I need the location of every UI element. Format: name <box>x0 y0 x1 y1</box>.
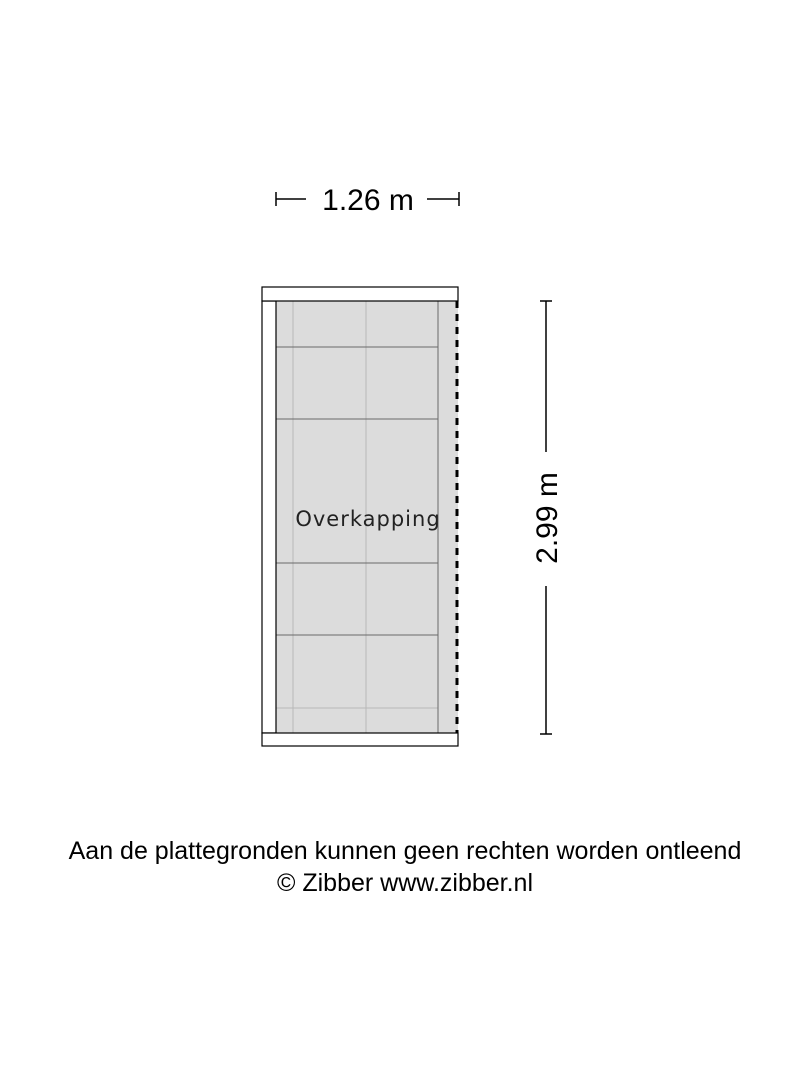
footer-credit: © Zibber www.zibber.nl <box>276 869 534 897</box>
width-dimension <box>276 184 459 217</box>
room-overkapping <box>262 287 458 746</box>
footer-disclaimer: Aan de plattegronden kunnen geen rechten worden ontleend <box>68 837 742 865</box>
bottom-wall <box>262 733 458 746</box>
left-wall <box>262 301 276 733</box>
height-label: 2.99 m <box>531 472 564 564</box>
room-label: Overkapping <box>295 507 441 531</box>
width-label: 1.26 m <box>322 184 414 217</box>
top-wall <box>262 287 458 301</box>
height-dimension <box>531 301 564 734</box>
